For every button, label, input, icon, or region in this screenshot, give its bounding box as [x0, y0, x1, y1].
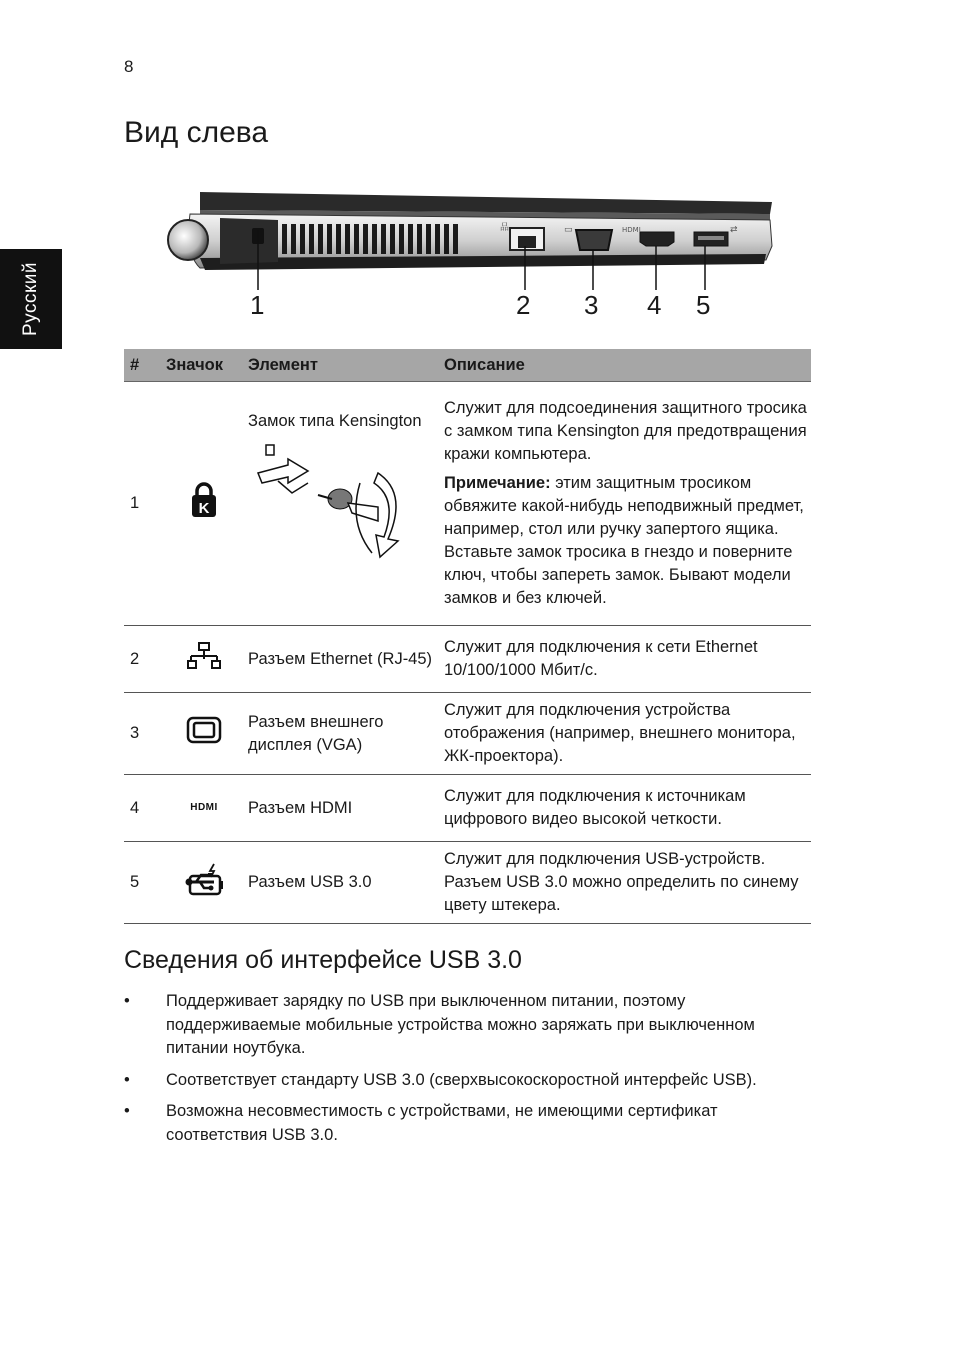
- list-item-text: Возможна несовместимость с устройствами, не имеющими сертификат соответствия USB 3.0.: [166, 1102, 718, 1144]
- hdmi-icon: [160, 775, 242, 842]
- note-label: Примечание:: [444, 474, 551, 492]
- svg-text:K: K: [198, 500, 210, 517]
- kensington-lock-illustration: [248, 443, 418, 563]
- row-num: 5: [124, 842, 160, 924]
- list-item: [124, 1069, 804, 1093]
- row-element: Разъем Ethernet (RJ-45): [242, 626, 438, 693]
- table-row: [124, 693, 811, 775]
- bullet-marker: •: [124, 1102, 130, 1120]
- table-row: [124, 775, 811, 842]
- list-item: [124, 990, 804, 1061]
- list-item: [124, 1100, 804, 1147]
- bullet-marker: •: [124, 1070, 130, 1089]
- page-number: 8: [124, 57, 134, 76]
- callout-3: 3: [584, 290, 599, 320]
- row-description: Служит для подключения к источникам цифрового видео высокой четкости.: [438, 775, 811, 842]
- page-title: Вид слева: [124, 116, 269, 149]
- usb-bullet-list: [124, 990, 804, 1155]
- row-element: Разъем USB 3.0: [242, 842, 438, 924]
- row-description: Служит для подсоединения защитного тросика с замком типа Kensington для предотвращения кражи компьютера.: [444, 399, 807, 463]
- callout-1: 1: [250, 290, 265, 320]
- row-num: 4: [124, 775, 160, 842]
- row-num: 3: [124, 693, 160, 775]
- header-description: Описание: [438, 349, 811, 382]
- table-row: [124, 626, 811, 693]
- row-num: 2: [124, 626, 160, 693]
- note-text: этим защитным тросиком обвяжите какой-нибудь неподвижный предмет, например, стол или ручку запертого ящика. Вставьте замок тросика в гнездо и поверните ключ, чтобы запереть замок. Бывают модели замков и без ключей.: [444, 474, 804, 607]
- table-header-row: [124, 349, 811, 382]
- row-element: Разъем внешнего дисплея (VGA): [242, 693, 438, 775]
- row-element: Замок типа Kensington: [248, 412, 422, 430]
- table-row: [124, 842, 811, 924]
- usb-section-title: Сведения об интерфейсе USB 3.0: [124, 946, 522, 974]
- vga-icon: [160, 693, 242, 775]
- row-description: Служит для подключения к сети Ethernet 10/100/1000 Мбит/с.: [438, 626, 811, 693]
- table-row: [124, 382, 811, 626]
- svg-text:HDMI: HDMI: [190, 801, 218, 813]
- svg-text:品: 品: [500, 223, 510, 233]
- row-description: Служит для подключения USB-устройств. Разъем USB 3.0 можно определить по синему цвету штекера.: [438, 842, 811, 924]
- usb-charge-icon: [160, 842, 242, 924]
- svg-text:HDMI: HDMI: [622, 226, 641, 234]
- row-description: Служит для подключения устройства отображения (например, внешнего монитора, ЖК-проектора).: [438, 693, 811, 775]
- row-element: Разъем HDMI: [242, 775, 438, 842]
- header-num: #: [124, 349, 160, 382]
- svg-text:⇄: ⇄: [730, 225, 738, 235]
- header-element: Элемент: [242, 349, 438, 382]
- callout-4: 4: [647, 290, 662, 320]
- list-item-text: Соответствует стандарту USB 3.0 (сверхвысокоскоростной интерфейс USB).: [166, 1070, 757, 1089]
- header-icon: Значок: [160, 349, 242, 382]
- bullet-marker: •: [124, 992, 130, 1010]
- row-num: 1: [124, 382, 160, 626]
- callout-5: 5: [696, 290, 711, 320]
- svg-text:▭: ▭: [564, 225, 573, 235]
- language-tab-label: Русский: [20, 262, 41, 336]
- kensington-lock-icon: [160, 382, 242, 626]
- row-note: [444, 472, 811, 610]
- callout-2: 2: [516, 290, 531, 320]
- list-item-text: Поддерживает зарядку по USB при выключенном питании, поэтому поддерживаемые мобильные устройства можно заряжать при выключенном питании ноутбука.: [166, 992, 755, 1057]
- ethernet-icon: [160, 626, 242, 693]
- language-tab: [0, 249, 62, 349]
- ports-table: [124, 349, 811, 924]
